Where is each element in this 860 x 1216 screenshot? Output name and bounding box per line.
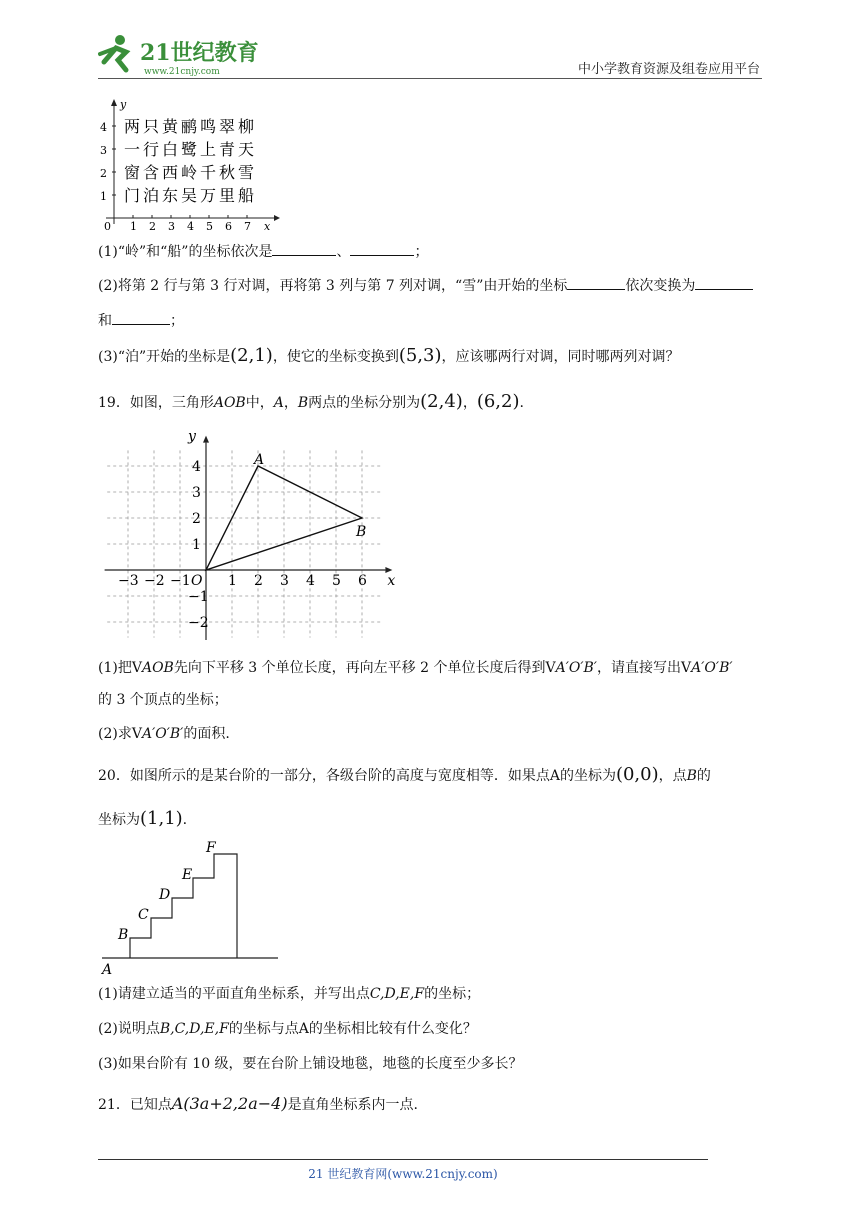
q19-p1-c: ，请直接写出V	[597, 660, 692, 676]
runner-logo-icon	[100, 35, 126, 70]
q19-coord-a: (2,4)	[420, 391, 463, 412]
x-tick-label: 3	[280, 573, 289, 589]
q20-part1	[98, 984, 480, 1004]
poem-col-number: 6	[225, 220, 232, 233]
stair-label-b: B	[118, 927, 129, 943]
x-tick-label: 1	[228, 573, 237, 589]
stair-label-f: F	[206, 840, 216, 856]
x-tick-label: −3	[118, 573, 139, 589]
poem-char: 万	[200, 186, 217, 205]
q20-point-b: B	[686, 768, 697, 784]
poem-char: 柳	[238, 117, 255, 136]
poem-row-number: 4	[100, 121, 107, 134]
y-axis-arrow-icon	[203, 436, 209, 443]
q20-stem-d: 的	[696, 768, 711, 784]
q19-p2-b: 的面积.	[183, 726, 230, 742]
answer-blank[interactable]	[112, 312, 170, 325]
y-tick-label: 4	[192, 459, 201, 475]
q20-stem-b: 的坐标为	[559, 768, 616, 784]
poem-char: 秋	[219, 163, 236, 182]
poem-char: 只	[143, 117, 160, 136]
poem-char: 门	[124, 186, 141, 205]
q19-stem-end: .	[519, 395, 524, 411]
footer-divider	[98, 1159, 708, 1160]
poem-char: 鹭	[181, 140, 198, 159]
poem-y-label: y	[120, 98, 127, 111]
q18-p3-text-c: ，应该哪两行对调，同时哪两列对调？	[441, 349, 680, 365]
footer-link[interactable]: 21 世纪教育网(www.21cnjy.com)	[308, 1167, 498, 1181]
point-label-b: B	[356, 524, 367, 540]
x-tick-label: 6	[358, 573, 367, 589]
poem-char: 翠	[219, 117, 236, 136]
q19-aob: AOB	[213, 395, 246, 411]
poem-col-number: 1	[130, 220, 137, 233]
q18-p1-end: ；	[414, 244, 429, 260]
poem-col-number: 7	[244, 220, 251, 233]
site-logo	[96, 32, 266, 78]
answer-blank[interactable]	[695, 277, 753, 290]
poem-char: 天	[238, 140, 255, 159]
answer-blank[interactable]	[272, 243, 336, 256]
q20-stem	[98, 765, 711, 786]
poem-x-label: x	[264, 220, 271, 233]
staircase-figure	[98, 838, 288, 982]
q20-stem-line2	[98, 809, 187, 830]
q20-part3: (3)如果台阶有 10 级，要在台阶上铺设地毯，地毯的长度至少多长？	[98, 1056, 523, 1072]
logo-text: 21世纪教育	[140, 40, 259, 66]
q18-p2-end: ；	[170, 313, 184, 329]
q20-stem-c: ，点	[658, 768, 687, 784]
q19-p1-prime: A′O′B′	[555, 660, 597, 676]
poem-char: 一	[124, 140, 141, 159]
poem-char: 东	[162, 186, 179, 205]
x-tick-label: 5	[332, 573, 341, 589]
poem-char: 千	[200, 163, 217, 182]
q20-part2	[98, 1019, 477, 1039]
q19-stem-e: ，	[462, 395, 477, 411]
q19-point-b: B	[297, 395, 309, 411]
poem-char: 吴	[181, 186, 198, 205]
q20-line2-a: 坐标为	[98, 812, 140, 828]
poem-char: 上	[200, 140, 217, 159]
poem-row-number: 2	[100, 167, 107, 180]
logo-url: www.21cnjy.com	[144, 67, 220, 77]
x-tick-label: 4	[306, 573, 315, 589]
poem-char: 行	[143, 140, 160, 159]
answer-blank[interactable]	[567, 277, 625, 290]
y-tick-label: −1	[188, 589, 209, 605]
q18-part1	[98, 242, 428, 262]
q18-p1-text: (1)“岭”和“船”的坐标依次是	[98, 244, 273, 260]
q21-stem	[98, 1094, 418, 1115]
y-tick-label: 1	[192, 537, 201, 553]
q19-p2-a: (2)求V	[98, 726, 142, 742]
q19-point-a: A	[273, 395, 284, 411]
stair-label-d: D	[159, 887, 171, 903]
q18-p1-sep: 、	[336, 244, 351, 260]
poem-char: 雪	[238, 163, 255, 182]
poem-char: 黄	[162, 117, 179, 136]
poem-char: 里	[219, 186, 236, 205]
q19-part1-line2: 的 3 个顶点的坐标；	[98, 692, 228, 708]
q19-p1-b: 先向下平移 3 个单位长度，再向左平移 2 个单位长度后得到V	[173, 660, 556, 676]
y-tick-label: 3	[192, 485, 201, 501]
q19-p1-a: (1)把V	[98, 660, 142, 676]
poem-char: 青	[219, 140, 236, 159]
q21-stem-b: 是直角坐标系内一点.	[287, 1097, 419, 1113]
q18-coord-start: (2,1)	[230, 345, 273, 366]
poem-char: 鸣	[200, 117, 217, 136]
q20-p2-a: (2)说明点	[98, 1021, 160, 1037]
y-tick-label: 2	[192, 511, 201, 527]
q20-p1-points: C,D,E,F	[369, 986, 425, 1002]
q19-stem-c: ，	[283, 395, 298, 411]
q19-stem	[98, 392, 524, 413]
poem-char: 白	[162, 140, 179, 159]
q20-p2-points: B,C,D,E,F	[159, 1021, 229, 1037]
poem-row-number: 1	[100, 190, 107, 203]
q19-stem-a: 19．如图，三角形	[98, 395, 214, 411]
poem-row-number: 3	[100, 144, 107, 157]
q21-expression: A(3a+2,2a−4)	[171, 1094, 288, 1113]
poem-char: 船	[238, 186, 255, 205]
poem-col-number: 5	[206, 220, 213, 233]
q19-p1-aob: AOB	[141, 660, 174, 676]
q18-p3-text: (3)“泊”开始的坐标是	[98, 349, 231, 365]
header-divider	[98, 78, 762, 79]
poem-origin: 0	[104, 220, 111, 233]
q20-p2-b: 的坐标与点A的坐标相比较有什么变化？	[228, 1021, 477, 1037]
q20-coord-a: (0,0)	[615, 764, 659, 785]
q18-p2-text: (2)将第 2 行与第 3 行对调，再将第 3 列与第 7 列对调，“雪”由开始的坐标	[98, 278, 568, 294]
q18-p3-text-b: ，使它的坐标变换到	[272, 349, 399, 365]
q18-part2-line2	[98, 311, 184, 331]
q19-coord-b: (6,2)	[476, 391, 520, 412]
poem-char: 泊	[143, 186, 160, 205]
poem-col-number: 4	[187, 220, 194, 233]
poem-char: 窗	[124, 163, 141, 182]
platform-name: 中小学教育资源及组卷应用平台	[577, 62, 760, 77]
q20-line2-end: .	[182, 812, 188, 828]
poem-col-number: 3	[168, 220, 175, 233]
q18-p2-he: 和	[98, 313, 112, 329]
stair-label-a: A	[102, 962, 113, 978]
answer-blank[interactable]	[350, 243, 414, 256]
poem-col-number: 2	[149, 220, 156, 233]
stair-label-c: C	[138, 907, 149, 923]
y-tick-label: −2	[188, 615, 209, 631]
q19-p1-prime2: A′O′B′	[691, 660, 733, 676]
x-tick-label: −2	[144, 573, 165, 589]
q19-p2-prime: A′O′B′	[141, 726, 184, 742]
q19-part2	[98, 724, 230, 744]
q18-part3	[98, 346, 680, 367]
stair-label-e: E	[182, 867, 193, 883]
triangle-chart	[98, 428, 398, 644]
origin-label: O	[191, 573, 203, 589]
q19-stem-b: 中，	[245, 395, 274, 411]
q20-coord-b: (1,1)	[140, 808, 183, 829]
q21-stem-a: 21．已知点	[98, 1097, 172, 1113]
q18-p2-text-b: 依次变换为	[625, 278, 696, 294]
q20-p1-a: (1)请建立适当的平面直角坐标系，并写出点	[98, 986, 370, 1002]
x-tick-label: 2	[254, 573, 263, 589]
q18-part2	[98, 276, 753, 296]
x-axis-label: x	[387, 573, 396, 589]
q20-point-a: A	[549, 768, 560, 784]
poem-grid-figure	[96, 96, 286, 240]
q19-stem-d: 两点的坐标分别为	[308, 395, 421, 411]
poem-char: 含	[143, 163, 160, 182]
poem-char: 鹂	[181, 117, 198, 136]
poem-char: 西	[162, 163, 179, 182]
poem-char: 岭	[181, 163, 198, 182]
y-axis-label: y	[188, 428, 196, 445]
q20-p1-b: 的坐标；	[424, 986, 481, 1002]
x-tick-label: −1	[170, 573, 191, 589]
q20-stem-a: 20．如图所示的是某台阶的一部分，各级台阶的高度与宽度相等．如果点	[98, 768, 550, 784]
point-label-a: A	[254, 452, 265, 468]
poem-char: 两	[124, 117, 141, 136]
q19-part1	[98, 658, 733, 678]
q18-coord-target: (5,3)	[398, 345, 442, 366]
